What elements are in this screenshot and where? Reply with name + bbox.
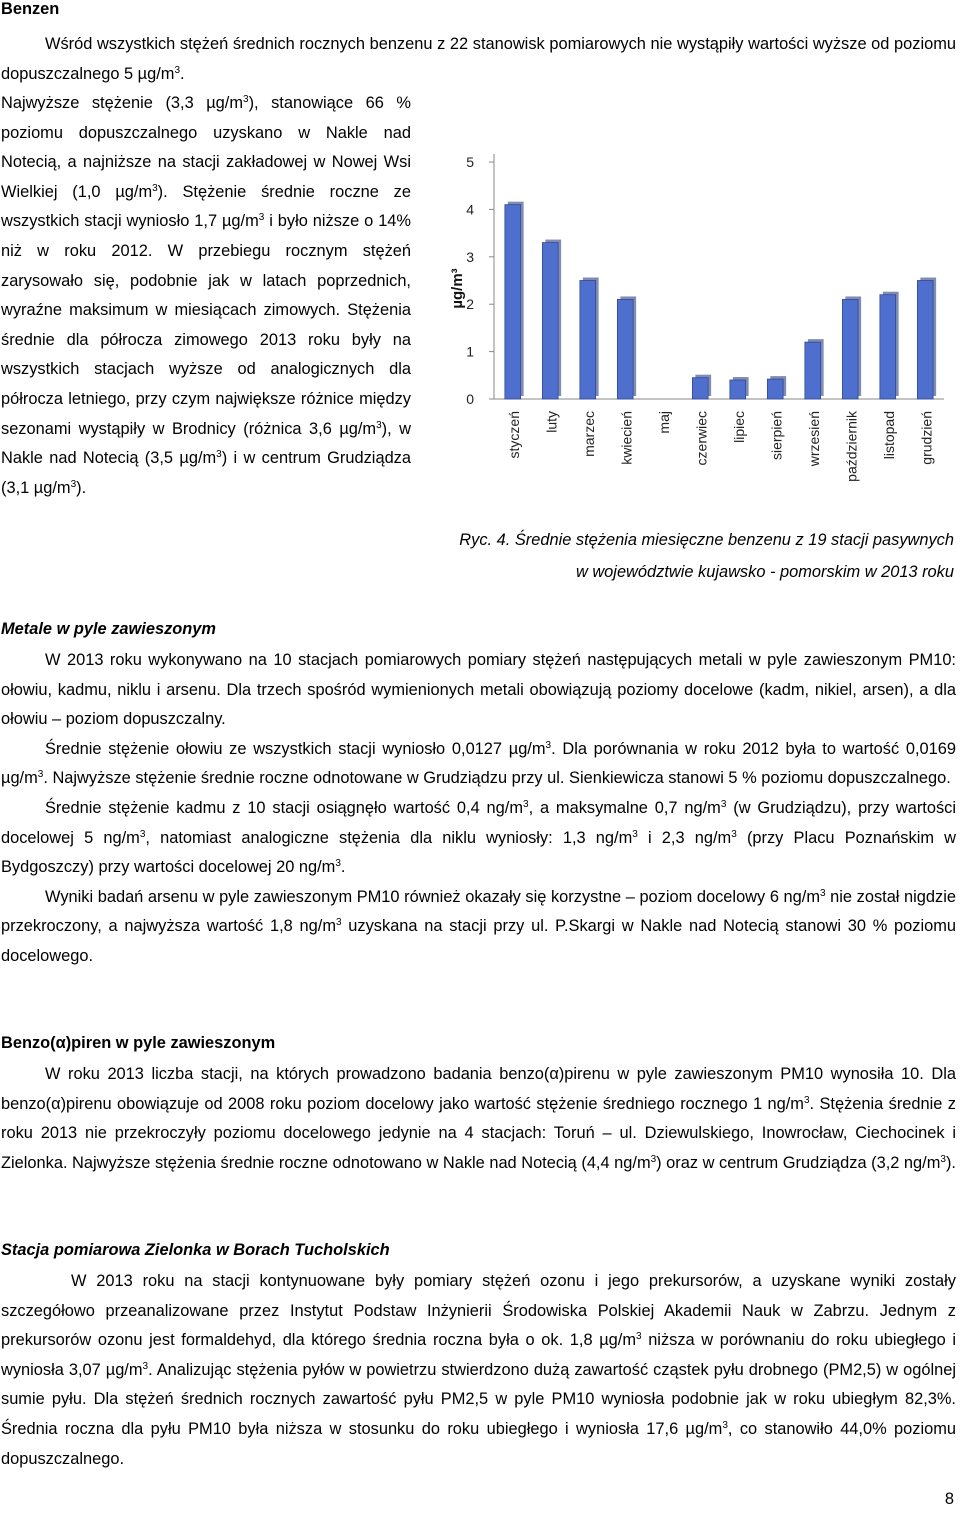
section-zielonka-body xyxy=(1,1267,956,1474)
paragraph-benzen-intro: Wśród wszystkich stężeń średnich rocznych benzenu z 22 stanowisk pomiarowych nie wystąpiły wartości wyższe od poziomu dopuszczalnego 5 $\mu g/m^3$. xyxy=(1,35,956,83)
figure-caption-line2: w województwie kujawsko - pomorskim w 2013 roku xyxy=(575,563,954,581)
x-tick-label: styczeń xyxy=(505,411,522,459)
x-tick-label: lipiec xyxy=(730,411,747,443)
bar-kwiecień xyxy=(617,299,633,399)
paragraph-benzoapiren: W roku 2013 liczba stacji, na których prowadzono badania benzo(α)pirenu w pyle zawieszonym PM10 wynosiła 10. Dla benzo(α)pirenu obowiązuje od 2008 roku poziom docelowy jako wartość stężenie średniego rocznego 1 $ng/m^3$. Stężenia średnie z roku 2013 nie przekroczyły poziomu docelowego jedynie na 4 stacjach: Toruń – ul. Dziewulskiego, Inowrocław, Ciechocinek i Zielonka. Najwyższe stężenia średnie roczne odnotowano w Nakle nad Notecią (4,4 $ng/m^3$) oraz w centrum Grudziądza (3,2 $ng/m^3$). xyxy=(1,1065,956,1172)
y-tick-label: 4 xyxy=(466,201,474,218)
bar-grudzień xyxy=(917,281,933,400)
y-axis-label: µg/m³ xyxy=(449,268,466,309)
section-heading-benzen: Benzen xyxy=(1,0,60,18)
bar-październik xyxy=(842,299,858,399)
x-tick-label: luty xyxy=(543,411,560,433)
x-tick-label: kwiecień xyxy=(618,411,635,465)
bar-czerwiec xyxy=(692,378,708,399)
paragraph-metale-olow: Średnie stężenie ołowiu ze wszystkich stacji wyniosło 0,0127 $\mu g/m^3$. Dla porównania w roku 2012 była to wartość 0,0169 $\mu g/m^3$. Najwyższe stężenie średnie roczne odnotowane w Grudziądzu przy ul. Sienkiewicza stanowi 5 % poziomu dopuszczalnego. xyxy=(1,739,957,788)
x-tick-label: listopad xyxy=(880,411,897,460)
bar-wrzesień xyxy=(805,342,821,399)
paragraph-metale-1: W 2013 roku wykonywano na 10 stacjach pomiarowych pomiary stężeń następujących metali w pyle zawieszonym PM10: ołowiu, kadmu, niklu i arsenu. Dla trzech spośród wymienionych metali obowiązują poziomy docelowe (kadm, nikiel, arsen), a dla ołowiu – poziom dopuszczalny. xyxy=(1,651,956,729)
x-tick-label: październik xyxy=(843,411,860,482)
x-tick-label: sierpień xyxy=(768,411,785,461)
section-benzoapiren-body xyxy=(1,1060,956,1178)
y-tick-label: 0 xyxy=(466,391,474,407)
section-heading-benzoapiren: Benzo(α)piren w pyle zawieszonym xyxy=(1,1034,276,1052)
bar-styczeń xyxy=(505,205,521,399)
y-tick-label: 3 xyxy=(466,248,474,265)
bar-luty xyxy=(542,243,558,399)
y-tick-label: 5 xyxy=(466,154,474,170)
paragraph-benzen-details: Najwyższe stężenie (3,3 $\mu g/m^3$), stanowiące 66 % poziomu dopuszczalnego uzyskano w Nakle nad Notecią, a najniższe na stacji zakładowej w Nowej Wsi Wielkiej (1,0 $\mu g/m^3$). Stężenie średnie roczne ze wszystkich stacji wyniosło 1,7 $\mu g/m^3$ i było niższe o 14% niż w roku 2012. W przebiegu rocznym stężeń zarysowało się, podobnie jak w latach poprzednich, wyraźne maksimum w miesiącach zimowych. Stężenia średnie dla półrocza zimowego 2013 roku były na wszystkich stacjach wyższe od analogicznych dla półrocza letniego, przy czym największe różnice między sezonami wystąpiły w Brodnicy (różnica 3,6 $\mu g/m^3$), w Nakle nad Notecią (3,5 $\mu g/m^3$) i w centrum Grudziądza (3,1 $\mu g/m^3$). xyxy=(1,94,412,497)
bar-marzec xyxy=(580,281,596,400)
section-metale-body xyxy=(1,646,956,972)
bar-lipiec xyxy=(730,380,746,399)
paragraph-metale-arsen: Wyniki badań arsenu w pyle zawieszonym PM10 również okazały się korzystne – poziom docelowy 6 $ng/m^3$ nie został nigdzie przekroczony, a najwyższa wartość 1,8 $ng/m^3$ uzyskana na stacji przy ul. P.Skargi w Nakle nad Notecią stanowi 30 % poziomu docelowego. xyxy=(1,887,956,965)
x-tick-label: marzec xyxy=(580,411,597,457)
page-number: 8 xyxy=(944,1490,954,1508)
x-tick-label: maj xyxy=(655,411,672,434)
bar-sierpień xyxy=(767,379,783,399)
y-tick-label: 1 xyxy=(466,343,474,360)
section-heading-zielonka: Stacja pomiarowa Zielonka w Borach Tucholskich xyxy=(1,1241,390,1259)
bar-listopad xyxy=(880,295,896,399)
paragraph-metale-kadm: Średnie stężenie kadmu z 10 stacji osiągnęło wartość 0,4 $ng/m^3$, a maksymalne 0,7 $ng/m^3$ (w Grudziądzu), przy wartości docelowej 5 $ng/m^3$, natomiast analogiczne stężenia dla niklu wyniosły: 1,3 $ng/m^3$ i 2,3 $ng/m^3$ (przy Placu Poznańskim w Bydgoszczy) przy wartości docelowej 20 $ng/m^3$. xyxy=(1,798,957,877)
benzene-monthly-bar-chart xyxy=(436,142,956,482)
figure-caption-line1: Ryc. 4. Średnie stężenia miesięczne benzenu z 19 stacji pasywnych xyxy=(459,531,954,549)
section-heading-metale: Metale w pyle zawieszonym xyxy=(1,620,216,638)
x-tick-label: grudzień xyxy=(918,411,935,465)
x-tick-label: wrzesień xyxy=(805,411,822,467)
chart-bars xyxy=(505,202,936,399)
y-tick-label: 2 xyxy=(466,296,474,313)
paragraph-zielonka: W 2013 roku na stacji kontynuowane były pomiary stężeń ozonu i jego prekursorów, a uzyskane wyniki zostały szczegółowo przeanalizowane przez Instytut Podstaw Inżynierii Środowiska Polskiej Akademii Nauk w Zabrzu. Jednym z prekursorów ozonu jest formaldehyd, dla którego średnia roczna była o ok. 1,8 $\mu g/m^3$ niższa w porównaniu do roku ubiegłego i wyniosła 3,07 $\mu g/m^3$. Analizując stężenia pyłów w powietrzu stwierdzono dużą zawartość cząstek pyłu drobnego (PM2,5) w ogólnej sumie pyłu. Dla stężeń średnich rocznych zawartość pyłu PM2,5 w pyle PM10 wyniosła podobnie jak w roku ubiegłym 82,3%. Średnia roczna dla pyłu PM10 była niższa w stosunku do roku ubiegłego i wyniosła 17,6 $\mu g/m^3$, co stanowiło 44,0% poziomu dopuszczalnego. xyxy=(1,1272,956,1468)
x-tick-label: czerwiec xyxy=(693,411,710,466)
